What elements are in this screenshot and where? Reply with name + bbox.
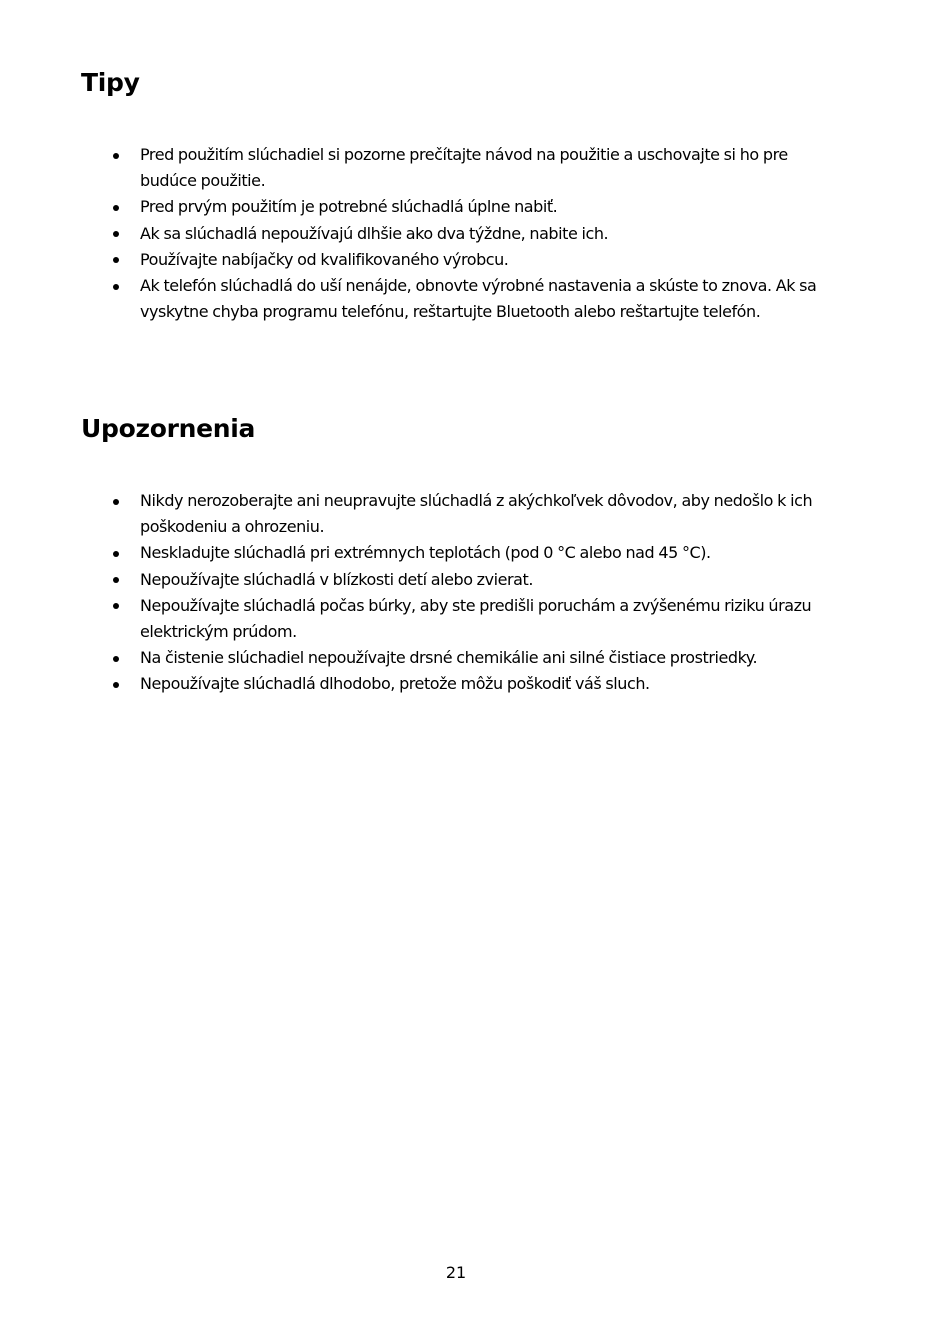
list-item bbox=[0, 194, 840, 220]
list-item bbox=[0, 540, 840, 566]
list-item-text: Nepoužívajte slúchadlá dlhodobo, pretože môžu poškodiť váš sluch. bbox=[140, 674, 650, 694]
bullet-icon bbox=[113, 656, 119, 662]
list-item-text: Neskladujte slúchadlá pri extrémnych teplotách (pod 0 °C alebo nad 45 °C). bbox=[140, 543, 711, 563]
section-heading-warnings: Upozornenia bbox=[81, 414, 256, 443]
warnings-list bbox=[0, 488, 950, 698]
bullet-icon bbox=[113, 577, 119, 583]
list-item bbox=[0, 247, 840, 273]
bullet-icon bbox=[113, 551, 119, 557]
list-item bbox=[0, 671, 840, 697]
list-item bbox=[0, 593, 840, 645]
bullet-icon bbox=[113, 153, 119, 159]
list-item bbox=[0, 221, 840, 247]
list-item bbox=[0, 567, 840, 593]
bullet-icon bbox=[113, 499, 119, 505]
list-item bbox=[0, 273, 840, 325]
bullet-icon bbox=[113, 284, 119, 290]
list-item-text: Nepoužívajte slúchadlá v blízkosti detí alebo zvierat. bbox=[140, 569, 533, 589]
bullet-icon bbox=[113, 257, 119, 263]
list-item-text: Nepoužívajte slúchadlá počas búrky, aby ste predišli poruchám a zvýšenému riziku úrazu elektrickým prúdom. bbox=[140, 595, 812, 642]
list-item-text: Pred použitím slúchadiel si pozorne prečítajte návod na použitie a uschovajte si ho pre budúce použitie. bbox=[140, 145, 788, 191]
list-item-text: Nikdy nerozoberajte ani neupravujte slúchadlá z akýchkoľvek dôvodov, aby nedošlo k ich poškodeniu a ohrozeniu. bbox=[140, 491, 813, 537]
list-item bbox=[0, 142, 840, 194]
bullet-icon bbox=[113, 231, 119, 237]
list-item bbox=[0, 488, 840, 540]
bullet-icon bbox=[113, 603, 119, 609]
list-item-text: Ak telefón slúchadlá do uší nenájde, obnovte výrobné nastavenia a skúste to znova. Ak sa vyskytne chyba programu telefónu, reštartujte Bluetooth alebo reštartujte telefón. bbox=[140, 276, 817, 322]
list-item-text: Používajte nabíjačky od kvalifikovaného výrobcu. bbox=[140, 249, 509, 269]
list-item bbox=[0, 645, 840, 671]
section-heading-tips: Tipy bbox=[81, 68, 140, 97]
bullet-icon bbox=[113, 682, 119, 688]
list-item-text: Pred prvým použitím je potrebné slúchadlá úplne nabiť. bbox=[140, 197, 558, 217]
page-number: 21 bbox=[445, 1263, 467, 1282]
list-item-text: Na čistenie slúchadiel nepoužívajte drsné chemikálie ani silné čistiace prostriedky. bbox=[140, 648, 758, 668]
bullet-icon bbox=[113, 205, 119, 211]
tips-list bbox=[0, 142, 950, 325]
list-item-text: Ak sa slúchadlá nepoužívajú dlhšie ako dva týždne, nabite ich. bbox=[140, 223, 609, 243]
